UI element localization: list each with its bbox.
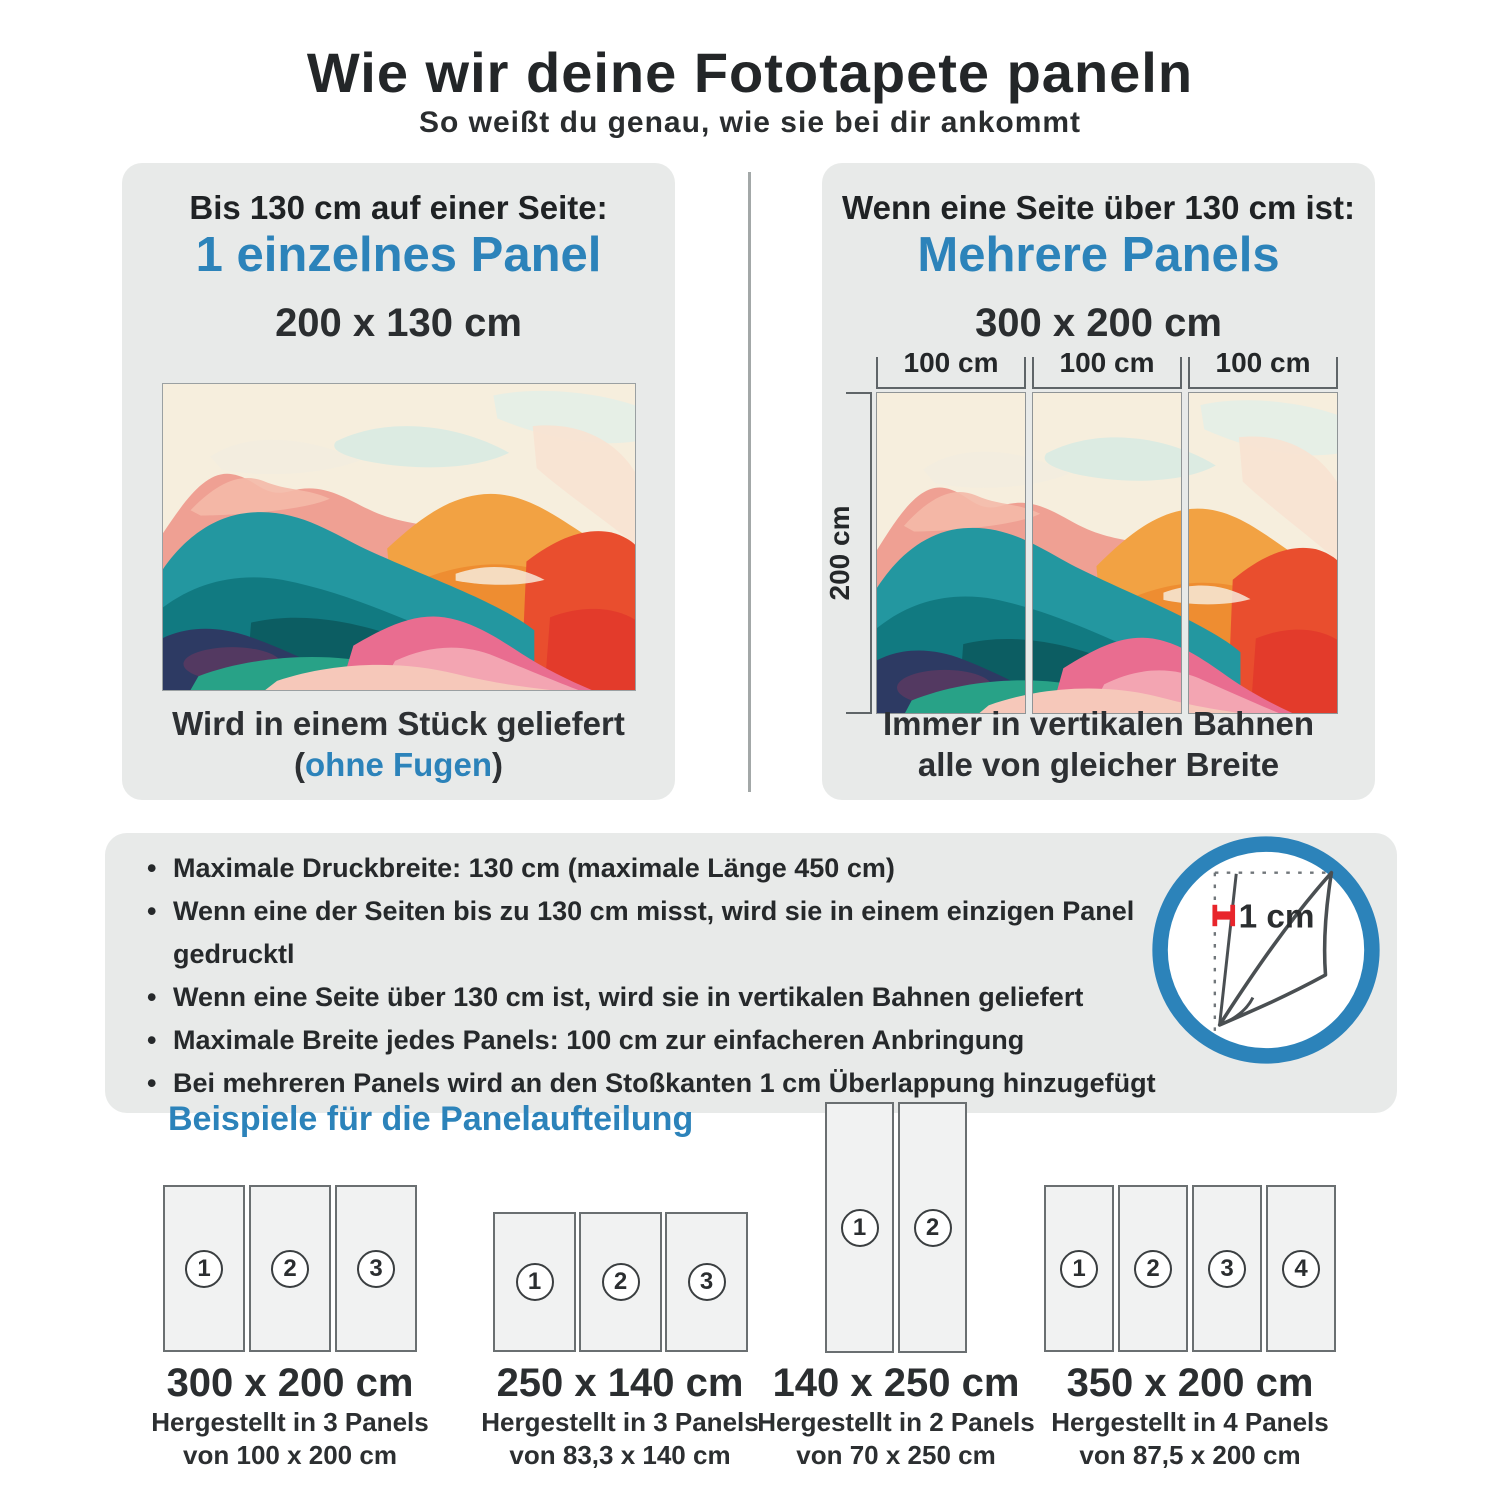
info-bullet-4: • Maximale Breite jedes Panels: 100 cm zur einfacheren Anbringung	[143, 1019, 1203, 1062]
example-caption-250x140	[470, 1360, 770, 1472]
example-panel-size: von 83,3 x 140 cm	[509, 1440, 731, 1470]
example-diagram-140x250	[825, 1102, 967, 1353]
no-seams-note: ohne Fugen	[305, 746, 492, 783]
example-diagram-250x140	[493, 1212, 748, 1352]
delivery-text: Wird in einem Stück geliefert	[172, 705, 625, 742]
wallpaper-panel-slice-3	[1188, 392, 1338, 714]
single-panel-card	[122, 163, 675, 800]
multi-panel-headline: Mehrere Panels	[917, 228, 1280, 282]
panel	[249, 1185, 331, 1352]
panel-number-badge: 2	[1134, 1250, 1172, 1288]
example-made-in: Hergestellt in 3 Panels	[481, 1407, 759, 1437]
single-panel-delivery-note	[122, 703, 675, 785]
panel	[665, 1212, 748, 1352]
panel	[1044, 1185, 1114, 1352]
panel	[1192, 1185, 1262, 1352]
example-panel-size: von 87,5 x 200 cm	[1079, 1440, 1301, 1470]
multi-panel-condition: Wenn eine Seite über 130 cm ist:	[842, 189, 1355, 226]
example-made-in: Hergestellt in 4 Panels	[1051, 1407, 1329, 1437]
example-size: 350 x 200 cm	[1066, 1361, 1314, 1405]
width-label-1: 100 cm	[903, 347, 999, 378]
single-panel-headline: 1 einzelnes Panel	[195, 228, 602, 282]
panel	[1118, 1185, 1188, 1352]
example-caption-300x200	[140, 1360, 440, 1472]
multi-panel-size: 300 x 200 cm	[975, 301, 1222, 345]
example-panel-size: von 100 x 200 cm	[183, 1440, 397, 1470]
info-bullet-list	[143, 847, 1203, 1105]
panel	[898, 1102, 967, 1353]
panel	[825, 1102, 894, 1353]
example-panel-size: von 70 x 250 cm	[796, 1440, 996, 1470]
panel	[579, 1212, 662, 1352]
example-made-in: Hergestellt in 3 Panels	[151, 1407, 429, 1437]
single-panel-size: 200 x 130 cm	[275, 301, 522, 345]
multi-panel-delivery-note	[822, 703, 1375, 785]
paren-close: )	[491, 746, 503, 783]
width-label-3: 100 cm	[1215, 347, 1311, 378]
example-size: 300 x 200 cm	[166, 1361, 414, 1405]
panel-number-badge: 3	[1208, 1250, 1246, 1288]
panel-number-badge: 2	[914, 1209, 952, 1247]
panel-number-badge: 2	[602, 1263, 640, 1301]
example-diagram-350x200	[1044, 1185, 1336, 1352]
panel-number-badge: 2	[271, 1250, 309, 1288]
width-dimension-line-2	[1032, 357, 1182, 389]
cards-divider	[748, 172, 751, 792]
overlap-measure-label: 1 cm	[1238, 898, 1315, 936]
width-dimension-line-1	[876, 357, 1026, 389]
example-diagram-300x200	[163, 1185, 417, 1352]
page-title: Wie wir deine Fototapete paneln	[306, 41, 1194, 104]
example-caption-350x200	[1040, 1360, 1340, 1472]
example-size: 250 x 140 cm	[496, 1361, 744, 1405]
panel-number-badge: 1	[185, 1250, 223, 1288]
example-size: 140 x 250 cm	[772, 1361, 1020, 1405]
panel-number-badge: 1	[516, 1263, 554, 1301]
panel	[163, 1185, 245, 1352]
page-subtitle: So weißt du genau, wie sie bei dir ankommt	[418, 106, 1082, 139]
width-label-2: 100 cm	[1059, 347, 1155, 378]
info-bullet-2: • Wenn eine der Seiten bis zu 130 cm misst, wird sie in einem einzigen Panel gedrucktl	[143, 890, 1203, 976]
panel-number-badge: 3	[688, 1263, 726, 1301]
panel-number-badge: 1	[1060, 1250, 1098, 1288]
wallpaper-artwork-image	[162, 383, 636, 691]
wallpaper-panel-slice-1	[876, 392, 1026, 714]
height-label: 200 cm	[824, 505, 855, 601]
info-bullet-5: • Bei mehreren Panels wird an den Stoßkanten 1 cm Überlappung hinzugefügt	[143, 1062, 1203, 1105]
panel-number-badge: 3	[357, 1250, 395, 1288]
info-bullet-1: • Maximale Druckbreite: 130 cm (maximale Länge 450 cm)	[143, 847, 1203, 890]
paren-open: (	[294, 746, 305, 783]
info-bullet-3: • Wenn eine Seite über 130 cm ist, wird sie in vertikalen Bahnen geliefert	[143, 976, 1203, 1019]
width-dimension-line-3	[1188, 357, 1338, 389]
panel	[335, 1185, 417, 1352]
wallpaper-panel-slice-2	[1032, 392, 1182, 714]
panel-number-badge: 1	[841, 1209, 879, 1247]
single-panel-condition: Bis 130 cm auf einer Seite:	[189, 189, 608, 226]
panel	[493, 1212, 576, 1352]
overlap-1cm-icon	[1147, 831, 1385, 1069]
examples-heading: Beispiele für die Panelaufteilung	[168, 1100, 694, 1138]
delivery-line-2: alle von gleicher Breite	[917, 746, 1280, 783]
panel	[1266, 1185, 1336, 1352]
delivery-note-line	[122, 744, 675, 785]
example-caption-140x250	[746, 1360, 1046, 1472]
delivery-line-1: Immer in vertikalen Bahnen	[883, 705, 1314, 742]
panel-number-badge: 4	[1282, 1250, 1320, 1288]
multi-panel-card	[822, 163, 1375, 800]
example-made-in: Hergestellt in 2 Panels	[757, 1407, 1035, 1437]
